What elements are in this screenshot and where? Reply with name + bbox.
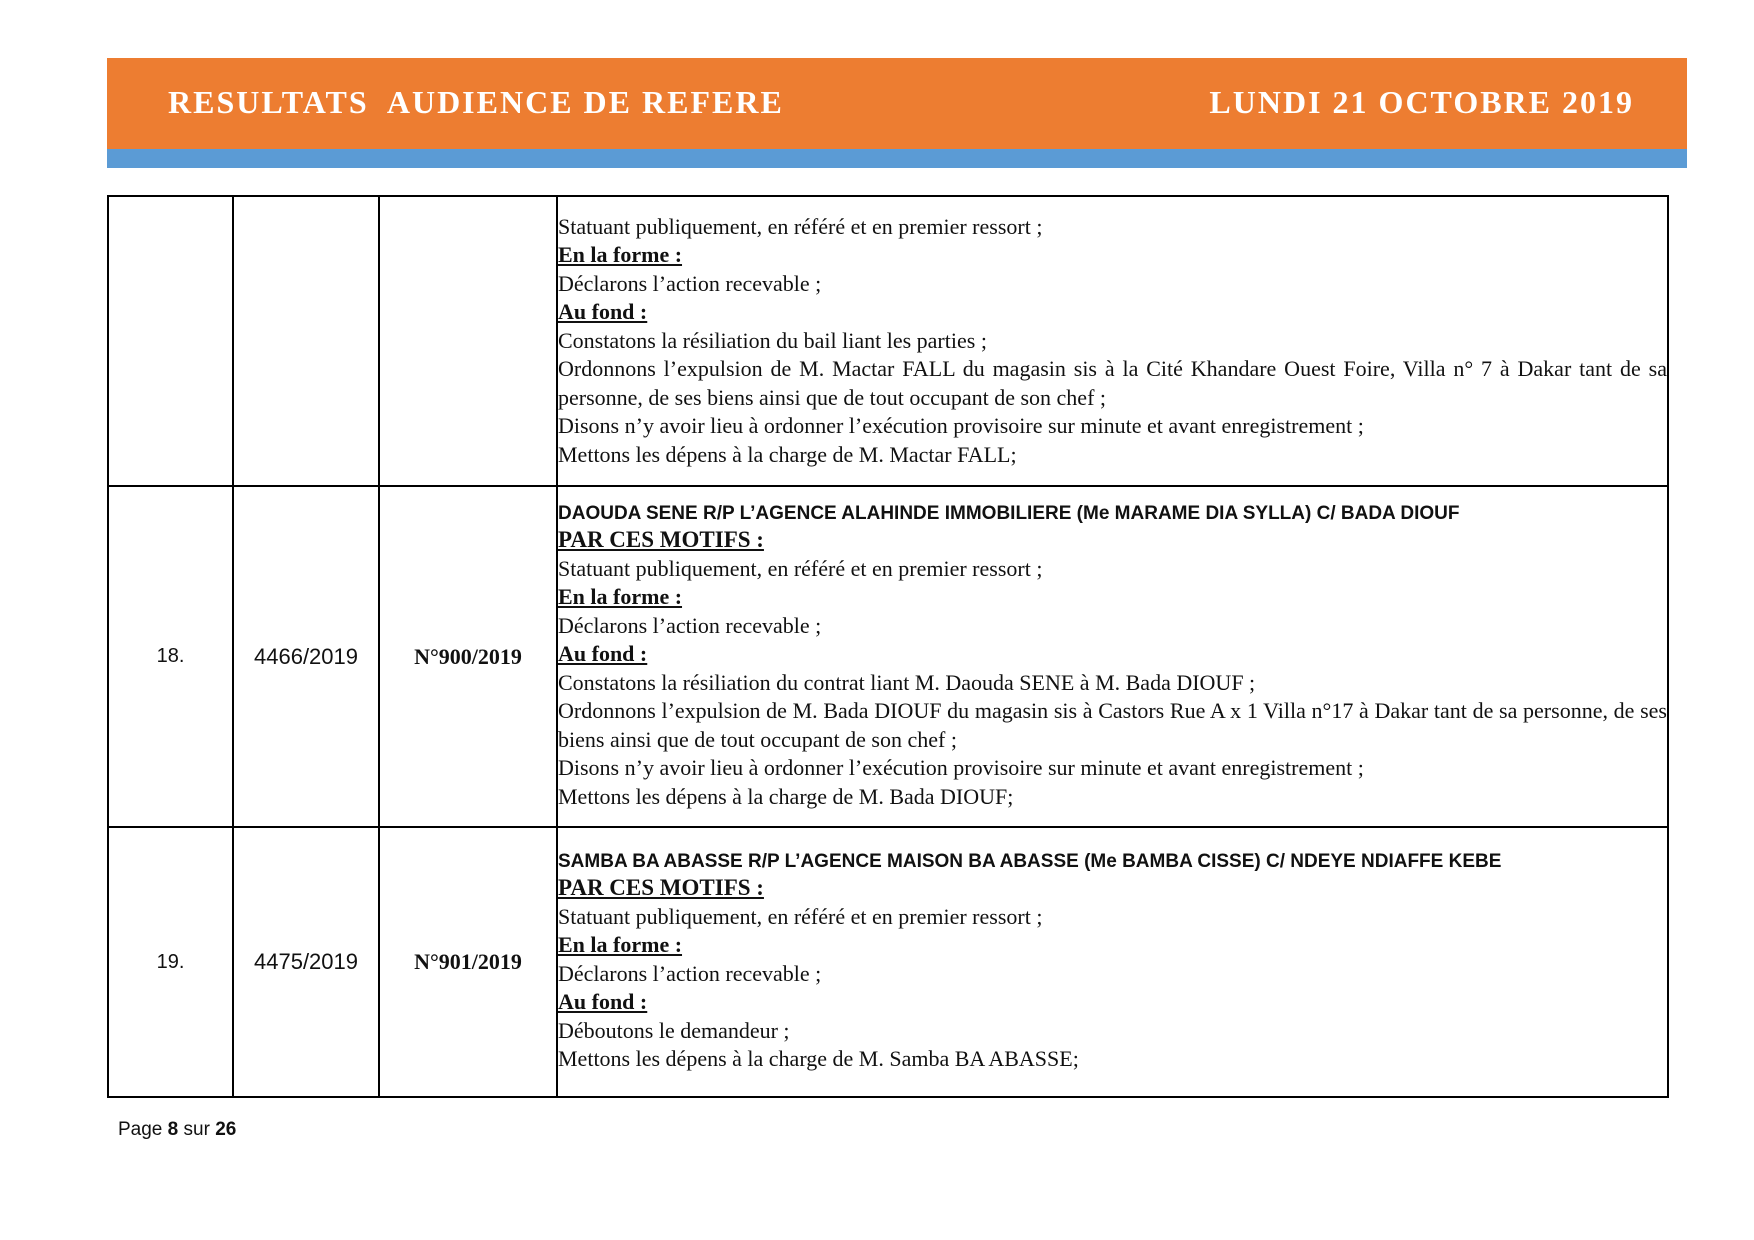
fond-line: Mettons les dépens à la charge de M. Mactar FALL; xyxy=(558,441,1017,467)
of-word: sur xyxy=(183,1119,210,1140)
ordonnance-number: N°901/2019 xyxy=(379,827,557,1097)
fond-line: Disons n’y avoir lieu à ordonner l’exécution provisoire sur minute et avant enregistrement ; xyxy=(558,755,1364,780)
total-pages: 26 xyxy=(215,1119,237,1140)
page-title: RESULTATS AUDIENCE DE REFERE xyxy=(168,84,784,120)
fond-heading: Au fond : xyxy=(558,989,648,1015)
case-number: 18. xyxy=(108,486,233,827)
ordonnance-number xyxy=(379,196,557,486)
statuant-line: Statuant publiquement, en référé et en premier ressort ; xyxy=(558,555,1043,581)
table-row xyxy=(108,827,1668,1097)
forme-heading: En la forme : xyxy=(558,584,683,609)
case-number: 19. xyxy=(108,827,233,1097)
rg-number xyxy=(233,196,379,486)
rg-number: 4466/2019 xyxy=(233,486,379,827)
ordonnance-number: N°900/2019 xyxy=(379,486,557,827)
table-row xyxy=(108,486,1668,827)
forme-heading: En la forme : xyxy=(558,242,683,268)
forme-line: Déclarons l’action recevable ; xyxy=(558,270,822,296)
fond-line: Constatons la résiliation du contrat liant M. Daouda SENE à M. Bada DIOUF ; xyxy=(558,669,1256,695)
fond-line: Déboutons le demandeur ; xyxy=(558,1017,790,1043)
statuant-line: Statuant publiquement, en référé et en premier ressort ; xyxy=(558,903,1043,929)
fond-line: Mettons les dépens à la charge de M. Bada DIOUF; xyxy=(558,783,1014,809)
page-word: Page xyxy=(118,1119,163,1140)
case-number xyxy=(108,196,233,486)
forme-heading: En la forme : xyxy=(558,932,683,958)
rg-number: 4475/2019 xyxy=(233,827,379,1097)
current-page: 8 xyxy=(167,1119,179,1140)
decision-text xyxy=(557,196,1668,486)
forme-line: Déclarons l’action recevable ; xyxy=(558,960,822,986)
page-footer xyxy=(118,1119,236,1141)
fond-line: Mettons les dépens à la charge de M. Samba BA ABASSE; xyxy=(558,1046,1079,1072)
decision-text xyxy=(557,486,1668,827)
fond-line: Ordonnons l’expulsion de M. Bada DIOUF du magasin sis à Castors Rue A x 1 Villa n°17 à Dakar tant de sa personne, de ses biens ainsi que de tout occupant de son chef ; xyxy=(558,698,1667,752)
fond-line: Constatons la résiliation du bail liant les parties ; xyxy=(558,327,987,353)
motifs-heading: PAR CES MOTIFS : xyxy=(558,527,764,552)
decision-text xyxy=(557,827,1668,1097)
fond-line: Ordonnons l’expulsion de M. Mactar FALL du magasin sis à la Cité Khandare Ouest Foire, Villa n° 7 à Dakar tant de sa personne, de ses biens ainsi que de tout occupant de son chef ; xyxy=(558,356,1667,410)
header-stripe xyxy=(107,149,1687,168)
statuant-line: Statuant publiquement, en référé et en premier ressort ; xyxy=(558,213,1043,239)
fond-heading: Au fond : xyxy=(558,299,648,325)
parties-line: SAMBA BA ABASSE R/P L’AGENCE MAISON BA ABASSE (Me BAMBA CISSE) C/ NDEYE NDIAFFE KEBE xyxy=(558,851,1502,873)
table-row xyxy=(108,196,1668,486)
hearing-date: LUNDI 21 OCTOBRE 2019 xyxy=(1209,84,1634,120)
results-table xyxy=(107,195,1669,1098)
forme-line: Déclarons l’action recevable ; xyxy=(558,612,822,638)
fond-line: Disons n’y avoir lieu à ordonner l’exécution provisoire sur minute et avant enregistrement ; xyxy=(558,413,1364,439)
parties-line: DAOUDA SENE R/P L’AGENCE ALAHINDE IMMOBILIERE (Me MARAME DIA SYLLA) C/ BADA DIOUF xyxy=(558,503,1460,524)
fond-heading: Au fond : xyxy=(558,641,648,666)
motifs-heading: PAR CES MOTIFS : xyxy=(558,875,764,901)
